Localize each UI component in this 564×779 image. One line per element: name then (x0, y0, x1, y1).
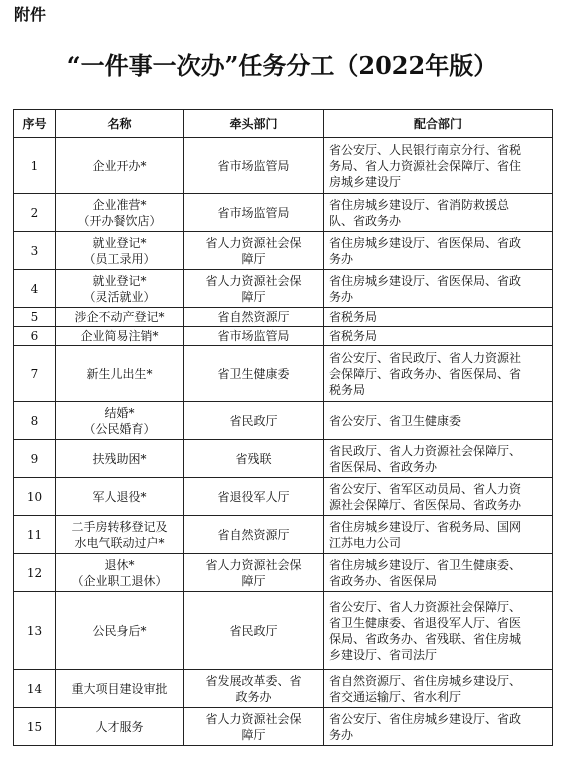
cell-lead-dept-line: 省自然资源厅 (217, 527, 290, 542)
cell-name-line: 重大项目建设审批 (71, 681, 168, 696)
cell-name (56, 592, 184, 670)
cell-lead-dept (184, 194, 324, 232)
cell-coop-dept-line: 省交通运输厅、省水利厅 (329, 689, 462, 704)
table-header-row (14, 110, 553, 138)
cell-no: 5 (14, 308, 56, 327)
cell-lead-dept-line: 障厅 (241, 727, 266, 742)
cell-coop-dept (324, 346, 553, 402)
cell-lead-dept (184, 592, 324, 670)
header-name: 名称 (56, 110, 184, 138)
cell-name (56, 138, 184, 194)
cell-coop-dept (324, 554, 553, 592)
cell-coop-dept-line: 省公安厅、省军区动员局、省人力资 (329, 481, 522, 496)
cell-lead-dept-line: 障厅 (241, 573, 266, 588)
cell-coop-dept-line: 省公安厅、省卫生健康委 (329, 413, 462, 428)
cell-lead-dept-line: 政务办 (235, 689, 272, 704)
cell-no: 12 (14, 554, 56, 592)
cell-coop-dept (324, 270, 553, 308)
cell-name-line: 就业登记* (92, 235, 147, 250)
cell-coop-dept (324, 478, 553, 516)
cell-lead-dept (184, 232, 324, 270)
table-row (14, 402, 553, 440)
cell-name (56, 402, 184, 440)
cell-name (56, 346, 184, 402)
cell-lead-dept (184, 516, 324, 554)
cell-lead-dept-line: 省人力资源社会保 (205, 235, 302, 250)
cell-no: 3 (14, 232, 56, 270)
table-row (14, 308, 553, 327)
cell-name (56, 327, 184, 346)
table-row (14, 194, 553, 232)
cell-lead-dept (184, 308, 324, 327)
table-row (14, 592, 553, 670)
table-row (14, 554, 553, 592)
cell-coop-dept-line: 省公安厅、省民政厅、省人力资源社 (329, 350, 522, 365)
cell-lead-dept (184, 478, 324, 516)
cell-coop-dept (324, 670, 553, 708)
table-row (14, 670, 553, 708)
cell-name (56, 194, 184, 232)
cell-coop-dept-line: 保局、省政务办、省残联、省住房城 (329, 631, 522, 646)
cell-name-line: 人才服务 (95, 719, 144, 734)
cell-no: 6 (14, 327, 56, 346)
cell-coop-dept-line: 省税务局 (329, 310, 378, 324)
table-row (14, 440, 553, 478)
cell-lead-dept-line: 省市场监管局 (217, 205, 290, 220)
cell-name-line: 退休* (104, 557, 135, 572)
cell-name-line: 企业准营* (92, 197, 147, 212)
table-row (14, 516, 553, 554)
cell-lead-dept (184, 138, 324, 194)
cell-name (56, 440, 184, 478)
cell-coop-dept-line: 省自然资源厅、省住房城乡建设厅、 (329, 673, 522, 688)
cell-coop-dept-line: 省医保局、省政务办 (329, 459, 438, 474)
cell-lead-dept (184, 270, 324, 308)
cell-coop-dept (324, 308, 553, 327)
cell-lead-dept (184, 440, 324, 478)
cell-coop-dept-line: 省公安厅、省人力资源社会保障厅、 (329, 599, 522, 614)
document-title: “一件事一次办”任务分工（2022年版） (66, 51, 498, 80)
cell-coop-dept-line: 队、省政务办 (329, 213, 402, 228)
cell-no: 1 (14, 138, 56, 194)
cell-lead-dept-line: 障厅 (241, 251, 266, 266)
table-row (14, 232, 553, 270)
task-table (13, 109, 553, 746)
cell-coop-dept-line: 省民政厅、省人力资源社会保障厅、 (329, 443, 522, 458)
cell-name (56, 554, 184, 592)
table-row (14, 708, 553, 746)
cell-name-line: 企业开办* (92, 158, 147, 173)
cell-name-line: 新生儿出生* (86, 366, 153, 381)
table-row (14, 327, 553, 346)
cell-name (56, 516, 184, 554)
cell-lead-dept-line: 障厅 (241, 289, 266, 304)
cell-lead-dept (184, 402, 324, 440)
cell-lead-dept-line: 省人力资源社会保 (205, 273, 302, 288)
cell-lead-dept (184, 346, 324, 402)
cell-coop-dept (324, 232, 553, 270)
cell-lead-dept (184, 327, 324, 346)
cell-coop-dept (324, 402, 553, 440)
cell-name-line: 二手房转移登记及 (71, 519, 168, 534)
cell-coop-dept-line: 省卫生健康委、省退役军人厅、省医 (329, 615, 522, 630)
table-row (14, 478, 553, 516)
cell-lead-dept (184, 554, 324, 592)
cell-no: 13 (14, 592, 56, 670)
cell-no: 15 (14, 708, 56, 746)
cell-no: 4 (14, 270, 56, 308)
cell-coop-dept (324, 592, 553, 670)
cell-coop-dept-line: 省公安厅、人民银行南京分行、省税 (329, 142, 522, 157)
cell-name-line: （公民婚育） (83, 421, 156, 436)
header-no: 序号 (14, 110, 56, 138)
cell-coop-dept-line: 省公安厅、省住房城乡建设厅、省政 (329, 711, 522, 726)
table-body (14, 138, 553, 746)
cell-no: 7 (14, 346, 56, 402)
cell-lead-dept-line: 省退役军人厅 (217, 489, 290, 504)
cell-lead-dept (184, 670, 324, 708)
cell-lead-dept-line: 省民政厅 (229, 623, 278, 638)
cell-coop-dept (324, 516, 553, 554)
cell-name (56, 270, 184, 308)
cell-coop-dept-line: 省住房城乡建设厅、省税务局、国网 (329, 519, 522, 534)
cell-lead-dept-line: 省自然资源厅 (217, 310, 290, 324)
cell-lead-dept-line: 省市场监管局 (217, 158, 290, 173)
cell-lead-dept-line: 省残联 (235, 451, 272, 466)
cell-no: 11 (14, 516, 56, 554)
cell-coop-dept-line: 江苏电力公司 (329, 535, 402, 550)
cell-name-line: 企业简易注销* (80, 329, 159, 343)
cell-name-line: （开办餐饮店） (77, 213, 162, 228)
cell-coop-dept (324, 194, 553, 232)
cell-coop-dept (324, 327, 553, 346)
cell-name-line: （灵活就业） (83, 289, 156, 304)
attachment-label: 附件 (14, 5, 47, 24)
cell-name (56, 708, 184, 746)
cell-lead-dept (184, 708, 324, 746)
cell-name-line: 公民身后* (92, 623, 147, 638)
cell-lead-dept-line: 省民政厅 (229, 413, 278, 428)
cell-no: 9 (14, 440, 56, 478)
cell-coop-dept-line: 省税务局 (329, 329, 378, 343)
cell-coop-dept (324, 138, 553, 194)
cell-no: 2 (14, 194, 56, 232)
cell-coop-dept-line: 省住房城乡建设厅、省卫生健康委、 (329, 557, 522, 572)
cell-coop-dept-line: 省住房城乡建设厅、省医保局、省政 (329, 273, 522, 288)
cell-coop-dept-line: 源社会保障厅、省医保局、省政务办 (329, 497, 522, 512)
cell-name-line: （员工录用） (83, 251, 156, 266)
cell-name-line: 就业登记* (92, 273, 147, 288)
header-coop-dept: 配合部门 (324, 110, 553, 138)
cell-name-line: 扶残助困* (92, 451, 147, 466)
cell-no: 14 (14, 670, 56, 708)
cell-coop-dept (324, 708, 553, 746)
cell-lead-dept-line: 省市场监管局 (217, 329, 290, 343)
cell-lead-dept-line: 省人力资源社会保 (205, 557, 302, 572)
cell-name-line: （企业职工退休） (71, 573, 168, 588)
cell-coop-dept-line: 乡建设厅、省司法厅 (329, 647, 438, 662)
cell-coop-dept-line: 房城乡建设厅 (329, 174, 402, 189)
cell-lead-dept-line: 省发展改革委、省 (205, 673, 302, 688)
header-lead-dept: 牵头部门 (184, 110, 324, 138)
cell-name (56, 232, 184, 270)
cell-name-line: 军人退役* (92, 489, 147, 504)
table-row (14, 270, 553, 308)
table-row (14, 346, 553, 402)
cell-coop-dept-line: 务局、省人力资源社会保障厅、省住 (329, 158, 522, 173)
cell-coop-dept-line: 省政务办、省医保局 (329, 573, 438, 588)
cell-coop-dept-line: 会保障厅、省政务办、省医保局、省 (329, 366, 522, 381)
cell-lead-dept-line: 省卫生健康委 (217, 366, 290, 381)
cell-name (56, 478, 184, 516)
cell-name-line: 涉企不动产登记* (74, 310, 165, 324)
cell-lead-dept-line: 省人力资源社会保 (205, 711, 302, 726)
cell-coop-dept (324, 440, 553, 478)
cell-name-line: 结婚* (104, 405, 135, 420)
cell-coop-dept-line: 务办 (329, 727, 354, 742)
cell-name-line: 水电气联动过户* (74, 535, 165, 550)
table-row (14, 138, 553, 194)
cell-name (56, 308, 184, 327)
cell-coop-dept-line: 务办 (329, 289, 354, 304)
cell-coop-dept-line: 税务局 (329, 382, 366, 397)
cell-coop-dept-line: 省住房城乡建设厅、省医保局、省政 (329, 235, 522, 250)
cell-no: 8 (14, 402, 56, 440)
cell-coop-dept-line: 务办 (329, 251, 354, 266)
cell-name (56, 670, 184, 708)
cell-coop-dept-line: 省住房城乡建设厅、省消防救援总 (329, 197, 510, 212)
cell-no: 10 (14, 478, 56, 516)
